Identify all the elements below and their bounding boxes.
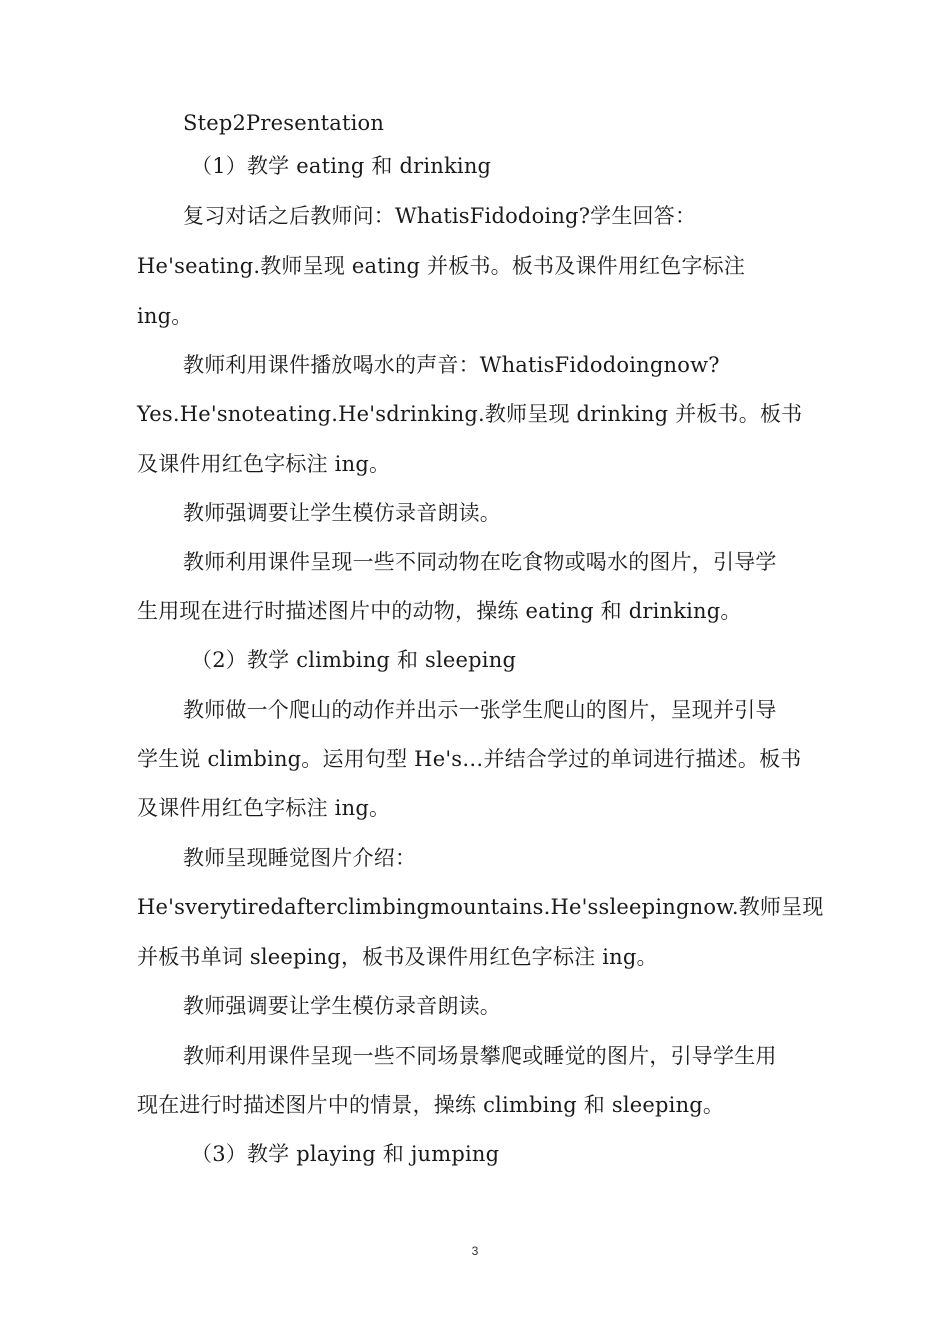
paragraph-line: He'seating.教师呈现 eating 并板书。板书及课件用红色字标注: [137, 254, 746, 278]
step-heading: Step2Presentation: [183, 111, 385, 135]
paragraph-line: 及课件用红色字标注 ing。: [137, 452, 391, 476]
paragraph-line: 教师利用课件呈现一些不同场景攀爬或睡觉的图片，引导学生用: [183, 1044, 777, 1068]
paragraph-line: He'sverytiredafterclimbingmountains.He'ssleepingnow.教师呈现: [137, 895, 824, 919]
section-heading-1: （1）教学 eating 和 drinking: [191, 154, 492, 178]
section-heading-3: （3）教学 playing 和 jumping: [191, 1142, 500, 1166]
paragraph-line: 教师呈现睡觉图片介绍：: [183, 846, 417, 870]
paragraph-line: 复习对话之后教师问：WhatisFidodoing?学生回答：: [183, 204, 697, 228]
paragraph-line: 教师做一个爬山的动作并出示一张学生爬山的图片，呈现并引导: [183, 698, 777, 722]
paragraph-line: ing。: [137, 304, 193, 328]
section-heading-2: （2）教学 climbing 和 sleeping: [191, 648, 517, 672]
paragraph-line: 现在进行时描述图片中的情景，操练 climbing 和 sleeping。: [137, 1093, 725, 1117]
paragraph-line: 教师强调要让学生模仿录音朗读。: [183, 994, 501, 1018]
paragraph-line: 及课件用红色字标注 ing。: [137, 796, 391, 820]
paragraph-line: 并板书单词 sleeping，板书及课件用红色字标注 ing。: [137, 945, 658, 969]
paragraph-line: 教师强调要让学生模仿录音朗读。: [183, 501, 501, 525]
paragraph-line: Yes.He'snoteating.He'sdrinking.教师呈现 drinking 并板书。板书: [137, 402, 803, 426]
paragraph-line: 教师利用课件呈现一些不同动物在吃食物或喝水的图片，引导学: [183, 550, 777, 574]
paragraph-line: 学生说 climbing。运用句型 He's…并结合学过的单词进行描述。板书: [137, 747, 802, 771]
paragraph-line: 教师利用课件播放喝水的声音：WhatisFidodoingnow?: [183, 353, 720, 377]
page-number: 3: [471, 1244, 479, 1258]
paragraph-line: 生用现在进行时描述图片中的动物，操练 eating 和 drinking。: [137, 599, 742, 623]
